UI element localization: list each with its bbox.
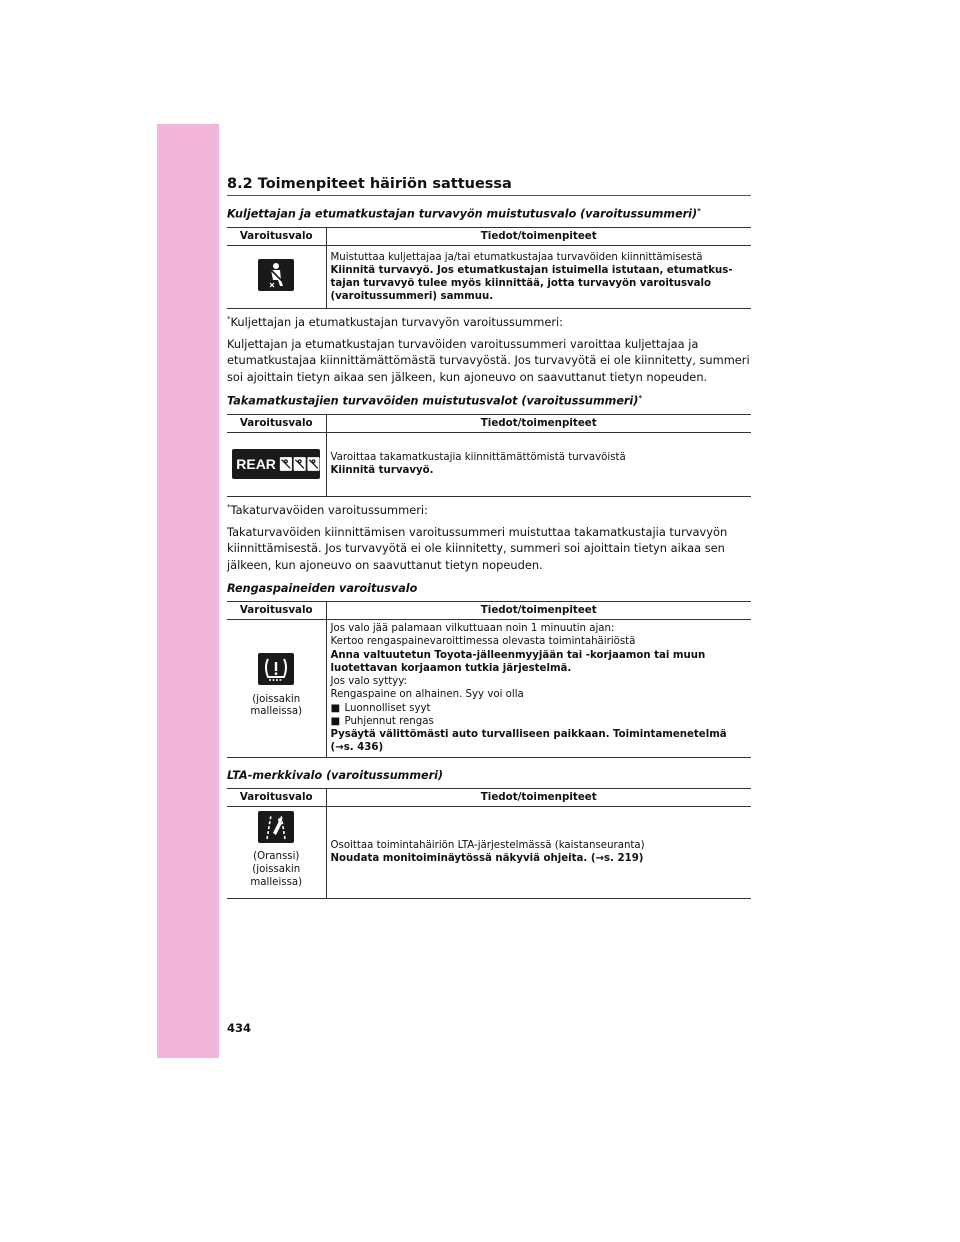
table-header-row [227, 227, 751, 245]
tire-pressure-table [227, 601, 751, 758]
rear-label: REAR [236, 456, 276, 473]
tire-pressure-heading: Rengaspaineiden varoitusvalo [227, 581, 418, 595]
seatbelt-reminder-heading: Kuljettajan ja etumatkustajan turvavyön muistutusvalo (varoitussummeri)* [227, 207, 701, 221]
page-number: 434 [227, 1021, 252, 1035]
header-details: Tiedot/toimenpiteet [326, 414, 751, 432]
seatbelt-footnote: *Kuljettajan ja etumatkustajan turvavyön varoitussummeri: [227, 315, 564, 330]
header-warning-light: Varoitusvalo [227, 227, 326, 245]
rear-seatbelt-footnote: *Takaturvavöiden varoitussummeri: [227, 502, 428, 517]
seatbelt-paragraph: Kuljettajan ja etumatkustajan turvavöiden varoitussummeri varoittaa kuljettajaa ja etumatkustajaa kiinnittämättömästä turvavyöstä. Jos turvavyötä ei ole kiinnitetty, summeri soi ajoittain tietyn aikaa sen jälkeen, kun ajoneuvo on saavuttanut tietyn nopeuden. [227, 337, 750, 384]
rear-seatbelt-heading: Takamatkustajien turvavöiden muistutusvalot (varoitussummeri)* [227, 393, 643, 408]
rear-seatbelt-table [227, 414, 751, 497]
table-header-row [227, 788, 751, 806]
header-details: Tiedot/toimenpiteet [326, 601, 751, 619]
seatbelt-warning-icon [258, 259, 294, 291]
section-title: 8.2 Toimenpiteet häiriön sattuessa [227, 176, 751, 196]
tire-pressure-warning-icon [258, 653, 294, 685]
table-row: (joissakin malleissa) Jos valo jää palamaan vilkuttuaan noin 1 minuutin ajan: Kertoo rengaspainevaroittimessa olevasta toimintahäiriöstä Anna valtuutetun Toyota-jälleenmyyjään tai -korjaamon tai muun luotettavan korjaamon tutkia järjestelmä. Jos valo syttyy: Rengaspaine on alhainen. Syy voi olla ■ Luonnolliset syyt ■ Puhjennut rengas Pysäytä välittömästi auto turvalliseen paikkaan. Toimintamenetelmä (→s. 436) [227, 620, 751, 758]
table-row: Muistuttaa kuljettajaa ja/tai etumatkustajaa turvavöiden kiinnittämisestä Kiinnitä turvavyö. Jos etumatkustajan istuimella istutaan, etumatkus- tajan turvavyö tulee myös kiinnittää, jotta turvavyön varoitusvalo (varoitussummeri) sammuu. [227, 246, 751, 309]
rear-seatbelt-warning-icon [232, 449, 320, 479]
section-sidebar-tab [157, 124, 219, 1058]
page-content [227, 176, 751, 899]
seatbelt-reminder-table [227, 227, 751, 309]
table-header-row [227, 414, 751, 432]
table-row: (Oranssi) (joissakin malleissa) Osoittaa toimintahäiriön LTA-järjestelmässä (kaistanseuranta) Noudata monitoiminäytössä näkyviä ohjeita. (→s. 219) [227, 806, 751, 898]
list-item: ■ Luonnolliset syyt [330, 702, 431, 714]
header-warning-light: Varoitusvalo [227, 788, 326, 806]
header-details: Tiedot/toimenpiteet [326, 227, 751, 245]
list-item: ■ Puhjennut rengas [330, 715, 434, 727]
table-header-row [227, 601, 751, 619]
page-reference-link[interactable]: (→s. 436) [330, 742, 384, 754]
header-warning-light: Varoitusvalo [227, 414, 326, 432]
lta-indicator-icon [258, 811, 294, 843]
table-row: REAR Varoittaa takamatkustajia kiinnittämättömistä turvavöistä Kiinnitä turvavyö. [227, 432, 751, 496]
header-warning-light: Varoitusvalo [227, 601, 326, 619]
header-details: Tiedot/toimenpiteet [326, 788, 751, 806]
rear-seatbelt-paragraph: Takaturvavöiden kiinnittämisen varoitussummeri muistuttaa takamatkustajia turvavyön kiinnittämisestä. Jos turvavyötä ei ole kiinnitetty, summeri soi ajoittain tietyn aikaa sen jälkeen, kun ajoneuvo on saavuttanut tietyn nopeuden. [227, 525, 728, 572]
lta-heading: LTA-merkkivalo (varoitussummeri) [227, 768, 444, 782]
lta-table [227, 788, 751, 899]
page-reference-link[interactable]: Noudata monitoiminäytössä näkyviä ohjeita. (→s. 219) [330, 853, 644, 865]
